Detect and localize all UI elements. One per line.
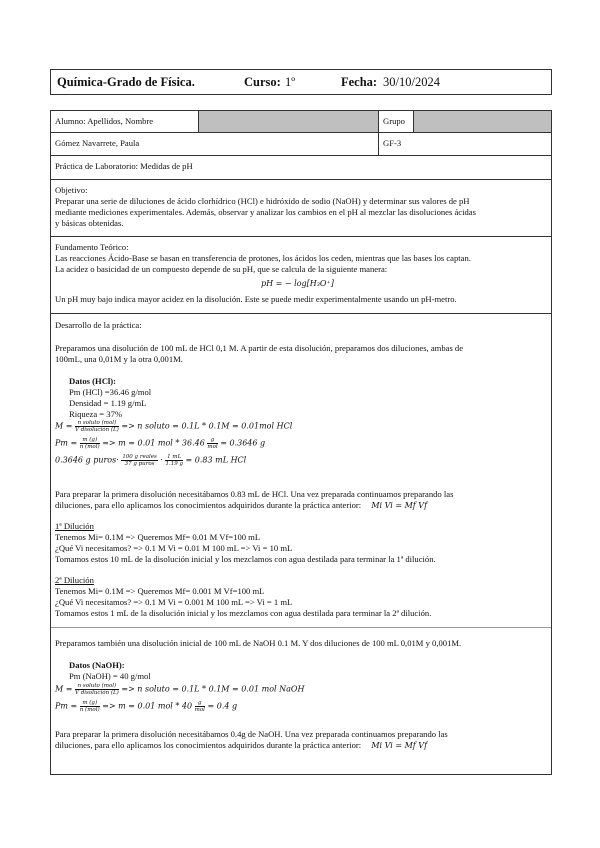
theory-title: Fundamento Teórico: xyxy=(55,242,129,252)
prep-line: diluciones, para ello aplicamos los conocimientos adquiridos durante la práctica anterior: Mi Vi = Mf Vf xyxy=(55,740,428,750)
theory-conclusion: Un pH muy bajo indica mayor acidez en la disolución. Este se puede medir experimentalmente usando un pH-metro. xyxy=(55,294,457,304)
hcl-data-line: Riqueza = 37% xyxy=(69,409,123,419)
naoh-molarity-equation: M = $\frac{\text{n soluto (mol)}}{\text{V disolución (L)}}$ => n soluto = 0.1L * 0.1M = 0.01 mol NaOH xyxy=(55,683,305,696)
course-value: 1º xyxy=(285,75,296,89)
group-value[interactable]: GF-3 xyxy=(378,133,551,155)
practice-row xyxy=(51,156,551,180)
objective-title: Objetivo: xyxy=(55,185,88,195)
objective-line: Preparar una serie de diluciones de ácido clorhídrico (HCl) e hidróxido de sodio (NaOH) y determinar sus valores de pH xyxy=(55,196,470,206)
dilution-2-line: Tenemos Mi= 0.1M => Queremos Mf= 0.001 M Vf=100 mL xyxy=(55,586,265,596)
form-row-labels xyxy=(51,111,551,133)
document-header xyxy=(50,69,552,95)
hcl-data-line: Densidad = 1.19 g/mL xyxy=(69,398,147,408)
date-value: 30/10/2024 xyxy=(383,75,440,89)
dilution-formula: Mi Vi = Mf Vf xyxy=(371,741,428,750)
objective-line: mediante mediciones experimentales. Además, observar y analizar los cambios en el pH al mezclar las disoluciones ácidas xyxy=(55,207,476,217)
development-title: Desarrollo de la práctica: xyxy=(55,320,142,330)
ph-formula: pH = − log[H₃O⁺] xyxy=(261,279,334,288)
theory-line: La acidez o basicidad de un compuesto depende de su pH, que se calcula de la siguiente manera: xyxy=(55,264,388,274)
report-frame xyxy=(50,110,552,775)
group-label-fill xyxy=(413,111,551,132)
dilution-1-line: Tenemos Mi= 0.1M => Queremos Mf= 0.01 M Vf=100 mL xyxy=(55,532,261,542)
date-label: Fecha: xyxy=(341,75,378,89)
dilution-1-line: Tomamos estos 10 mL de la disolución inicial y los mezclamos con agua destilada para terminar la 1ª dilución. xyxy=(55,554,436,564)
development-section xyxy=(51,314,551,774)
student-label: Alumno: Apellidos, Nombre xyxy=(55,116,154,126)
naoh-mass-equation: Pm = $\frac{m (g)}{\text{n (mol)}}$ => m = 0.01 mol * 40 $\frac{g}{\text{mol}}$ = 0.4 g xyxy=(55,700,238,713)
mass-equation: Pm = $\frac{m (g)}{\text{n (mol)}}$ => m = 0.01 mol * 36.46 $\frac{g}{\text{mol}}$ = 0.3646 g xyxy=(55,437,266,450)
intro-line: 100mL, una 0,01M y la otra 0,001M. xyxy=(55,354,183,364)
naoh-data-title: Datos (NaOH): xyxy=(69,660,125,670)
theory-line: Las reacciones Ácido-Base se basan en transferencia de protones, los ácidos los ceden, mientras que las bases los captan. xyxy=(55,253,471,263)
hcl-data-title: Datos (HCl): xyxy=(69,376,117,386)
objective-line: y básicas obtenidas. xyxy=(55,218,124,228)
hcl-data-line: Pm (HCl) =36.46 g/mol xyxy=(69,387,152,397)
practice-title: Práctica de Laboratorio: Medidas de pH xyxy=(55,161,193,171)
course-label: Curso: xyxy=(244,75,281,89)
prep-line: diluciones, para ello aplicamos los conocimientos adquiridos durante la práctica anterior: Mi Vi = Mf Vf xyxy=(55,500,428,510)
intro-line: Preparamos una disolución de 100 mL de HCl 0,1 M. A partir de esta disolución, preparamos dos diluciones, ambas de xyxy=(55,343,464,353)
student-label-fill xyxy=(198,111,378,132)
theory-section xyxy=(51,237,551,314)
naoh-data-line: Pm (NaOH) = 40 g/mol xyxy=(69,671,151,681)
prep-line: Para preparar la primera disolución necesitábamos 0.83 mL de HCl. Una vez preparada continuamos preparando las xyxy=(55,489,454,499)
group-label: Grupo xyxy=(378,111,413,132)
objective-section xyxy=(51,180,551,237)
form-row-values xyxy=(51,133,551,156)
dilution-2-line: Tomamos estos 1 mL de la disolución inicial y los mezclamos con agua destilada para terminar la 2ª dilución. xyxy=(55,608,432,618)
student-name[interactable]: Gómez Navarrete, Paula xyxy=(55,138,140,148)
dilution-2-title: 2ª Dilución xyxy=(55,575,94,585)
volume-equation: 0.3646 g puros· $\frac{\text{100 g reales}}{\text{37 g puros}}$ · $\frac{1 mL}{1.19 g}$ = 0.83 mL HCl xyxy=(55,454,247,467)
dilution-2-line: ¿Qué Vi necesitamos? => 0.1 M Vi = 0.001 M 100 mL => Vi = 1 mL xyxy=(55,597,293,607)
prep-line: Para preparar la primera disolución necesitábamos 0.4g de NaOH. Una vez preparada continuamos preparando las xyxy=(55,729,448,739)
subject-title: Química-Grado de Física. xyxy=(57,75,195,89)
naoh-intro: Preparamos también una disolución inicial de 100 mL de NaOH 0.1 M. Y dos diluciones de 100 mL 0,01M y 0,001M. xyxy=(55,638,462,648)
dilution-1-line: ¿Qué Vi necesitamos? => 0.1 M Vi = 0.01 M 100 mL => Vi = 10 mL xyxy=(55,543,293,553)
molarity-equation: M = $\frac{\text{n soluto (mol)}}{\text{V disolución (L)}}$ => n soluto = 0.1L * 0.1M = 0.01mol HCl xyxy=(55,420,293,433)
section-divider xyxy=(51,627,551,628)
dilution-1-title: 1ª Dilución xyxy=(55,521,94,531)
dilution-formula: Mi Vi = Mf Vf xyxy=(371,501,428,510)
